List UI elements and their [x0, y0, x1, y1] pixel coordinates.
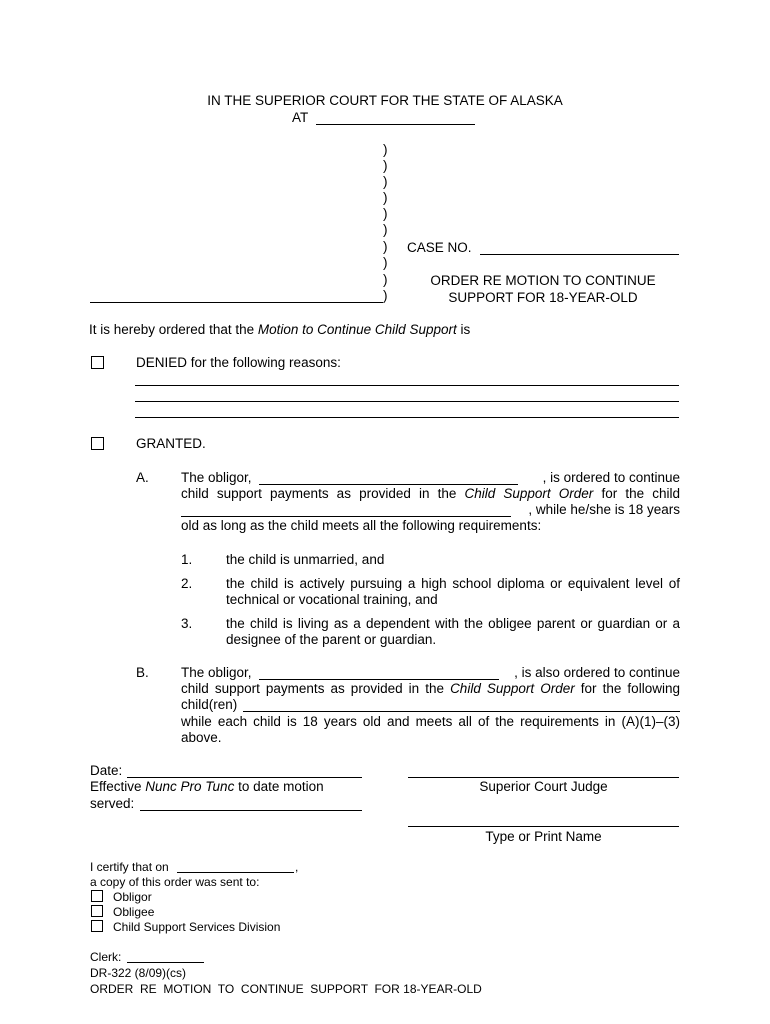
section-b-obligor-label: The obligor, [181, 665, 252, 680]
obligor-label: Obligor [113, 890, 152, 904]
judge-signature-field[interactable] [408, 777, 679, 778]
section-b-continue-text: , is also ordered to continue [514, 665, 680, 680]
section-b-obligor-field[interactable] [259, 679, 499, 680]
order-title-line2: SUPPORT FOR 18-YEAR-OLD [448, 290, 638, 305]
clerk-field[interactable] [127, 962, 204, 963]
date-label: Date: [90, 763, 123, 778]
cssd-label: Child Support Services Division [113, 920, 281, 934]
denied-reason-line[interactable] [135, 385, 679, 386]
section-a-continue-text: , is ordered to continue [542, 470, 680, 485]
requirement-text: the child is living as a dependent with the obligee parent or guardian or a [226, 616, 680, 631]
intro-sentence: It is hereby ordered that the Motion to Continue Child Support is [89, 322, 471, 337]
obligee-label: Obligee [113, 905, 155, 919]
requirement-text: technical or vocational training, and [226, 592, 438, 607]
section-b-children-label: child(ren) [181, 697, 238, 712]
section-a-line2: child support payments as provided in the Child Support Order for the child [181, 486, 680, 501]
certify-label: I certify that on [90, 860, 169, 874]
case-no-field[interactable] [480, 254, 679, 255]
caption-paren: ) [383, 174, 388, 189]
court-location-field[interactable] [316, 124, 475, 125]
requirement-text: designee of the parent or guardian. [226, 632, 437, 647]
print-name-field[interactable] [408, 826, 679, 827]
section-a-obligor-field[interactable] [259, 484, 518, 485]
case-no-label: CASE NO. [407, 240, 472, 255]
date-field[interactable] [127, 777, 362, 778]
section-a-child-field[interactable] [181, 516, 511, 517]
caption-paren: ) [383, 206, 388, 221]
court-location-label: AT [292, 110, 309, 125]
served-label: served: [90, 796, 135, 811]
copy-sent-label: a copy of this order was sent to: [90, 875, 260, 889]
section-b-children-field[interactable] [243, 711, 680, 712]
requirement-number: 3. [181, 616, 193, 631]
print-name-label: Type or Print Name [485, 829, 602, 844]
court-heading: IN THE SUPERIOR COURT FOR THE STATE OF ALASKA [207, 93, 563, 108]
section-a-age-text: , while he/she is 18 years [528, 502, 680, 517]
section-a-line4: old as long as the child meets all the following requirements: [181, 518, 542, 533]
caption-paren: ) [383, 142, 388, 157]
form-id: DR-322 (8/09)(cs) [90, 966, 187, 980]
clerk-label: Clerk: [90, 950, 122, 964]
caption-paren: ) [383, 222, 388, 237]
judge-label: Superior Court Judge [479, 779, 608, 794]
nunc-pro-tunc-text: Effective Nunc Pro Tunc to date motion [90, 779, 324, 794]
party-name-field[interactable] [90, 302, 383, 303]
requirement-number: 2. [181, 576, 193, 591]
denied-reason-line[interactable] [135, 417, 679, 418]
certify-comma: , [295, 860, 299, 874]
requirement-text: the child is unmarried, and [226, 552, 385, 567]
section-b-line5: above. [181, 730, 222, 745]
caption-paren: ) [383, 190, 388, 205]
granted-checkbox[interactable] [91, 437, 104, 450]
section-a-letter: A. [136, 470, 149, 485]
caption-paren: ) [383, 272, 388, 287]
requirement-number: 1. [181, 552, 193, 567]
obligee-checkbox[interactable] [91, 905, 103, 917]
section-b-letter: B. [136, 665, 149, 680]
requirement-text: the child is actively pursuing a high school diploma or equivalent level of [226, 576, 680, 591]
denied-reason-line[interactable] [135, 401, 679, 402]
caption-paren: ) [383, 255, 388, 270]
section-b-line2: child support payments as provided in the Child Support Order for the following [181, 681, 680, 696]
granted-label: GRANTED. [136, 436, 206, 451]
certify-date-field[interactable] [177, 872, 294, 873]
obligor-checkbox[interactable] [91, 890, 103, 902]
caption-paren: ) [383, 288, 388, 303]
caption-paren: ) [383, 239, 388, 254]
section-b-line4: while each child is 18 years old and meets all of the requirements in (A)(1)–(3) [181, 714, 680, 729]
served-date-field[interactable] [140, 810, 362, 811]
form-footer-title: ORDER RE MOTION TO CONTINUE SUPPORT FOR 18-YEAR-OLD [90, 982, 482, 996]
order-title-line1: ORDER RE MOTION TO CONTINUE [430, 273, 656, 288]
section-a-obligor-label: The obligor, [181, 470, 252, 485]
cssd-checkbox[interactable] [91, 920, 103, 932]
denied-label: DENIED for the following reasons: [136, 355, 341, 370]
denied-checkbox[interactable] [91, 356, 104, 369]
caption-paren: ) [383, 158, 388, 173]
